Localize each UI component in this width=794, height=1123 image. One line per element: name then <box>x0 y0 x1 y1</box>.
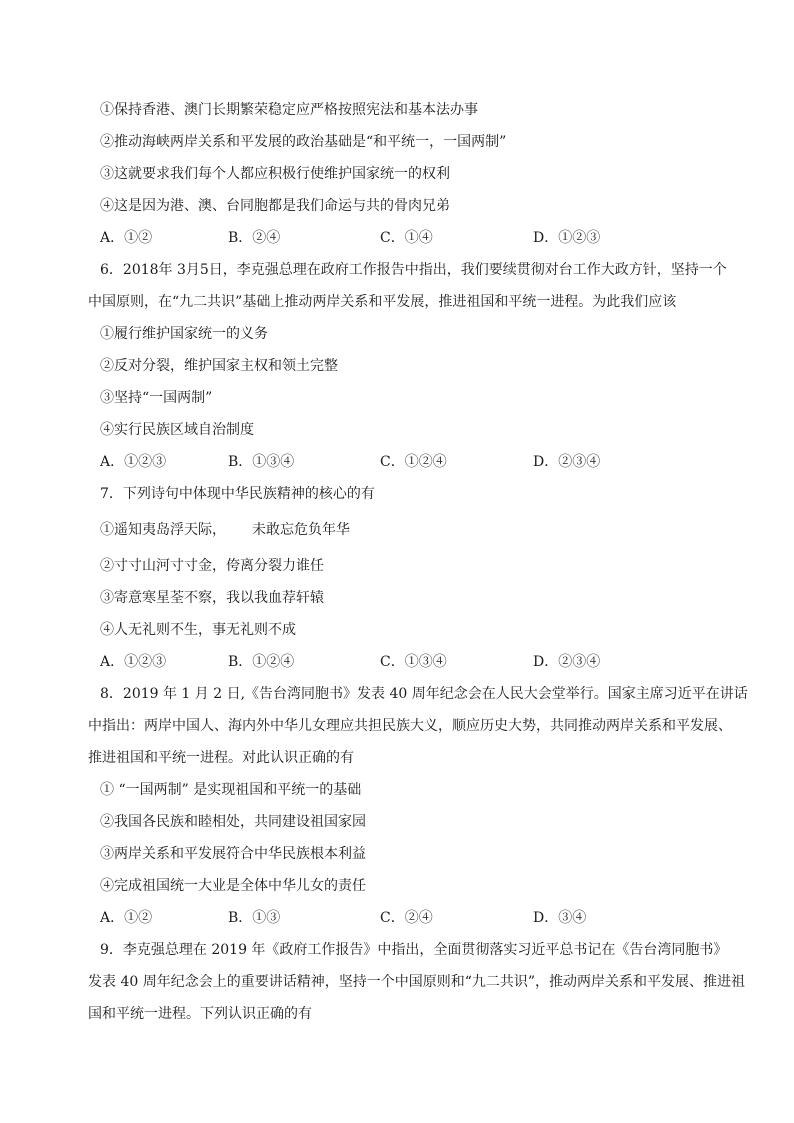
q7-option-4: ④人无礼则不生，事无礼则不成 <box>100 622 296 638</box>
q7-option-1-first-half: ①遥知夷岛浮天际， <box>100 522 226 538</box>
q6-stem-line-1: 6．2018年 3月5日，李克强总理在政府工作报告中指出，我们要续贯彻对台工作大政方针，坚持一个 <box>100 262 727 278</box>
q6-choice-c[interactable]: C．①②④ <box>380 454 447 470</box>
q5-option-3: ③这就要求我们每个人都应积极行使维护国家统一的权利 <box>100 166 450 182</box>
q6-option-2: ②反对分裂，维护国家主权和领土完整 <box>100 358 338 374</box>
q8-option-3: ③两岸关系和平发展符合中华民族根本利益 <box>100 846 366 862</box>
q5-choice-b[interactable]: B．②④ <box>228 230 281 246</box>
q6-option-1: ①履行维护国家统一的义务 <box>100 326 268 342</box>
q8-option-2: ②我国各民族和睦相处，共同建设祖国家园 <box>100 814 366 830</box>
q6-choice-a[interactable]: A．①②③ <box>100 454 167 470</box>
q5-option-1: ①保持香港、澳门长期繁荣稳定应严格按照宪法和基本法办事 <box>100 102 478 118</box>
q5-choices <box>100 228 720 248</box>
q9-stem-line-1: 9．李克强总理在 2019 年《政府工作报告》中指出，全面贯彻落实习近平总书记在《告台湾同胞书》 <box>100 942 728 958</box>
q8-choice-b[interactable]: B．①③ <box>228 910 281 926</box>
q8-choice-c[interactable]: C．②④ <box>380 910 433 926</box>
q5-option-2: ②推动海峡两岸关系和平发展的政治基础是“和平统一，一国两制” <box>100 134 507 150</box>
q6-option-4: ④实行民族区域自治制度 <box>100 422 254 438</box>
q8-choices <box>100 908 720 928</box>
q7-choice-a[interactable]: A．①②③ <box>100 654 167 670</box>
q7-option-2: ②寸寸山河寸寸金，侉离分裂力谁任 <box>100 558 324 574</box>
q7-option-3: ③寄意寒星荃不察，我以我血荐轩辕 <box>100 590 324 606</box>
q7-choices <box>100 652 720 672</box>
q7-choice-d[interactable]: D．②③④ <box>533 654 601 670</box>
q9-stem-line-2: 发表 40 周年纪念会上的重要讲话精神，坚持一个中国原则和“九二共识”，推动两岸关系和平发展、推进祖 <box>88 974 746 990</box>
q5-choice-a[interactable]: A．①② <box>100 230 153 246</box>
q6-stem-line-2: 中国原则，在“九二共识”基础上推动两岸关系和平发展，推进祖国和平统一进程。为此我们应该 <box>88 294 677 310</box>
q8-choice-a[interactable]: A．①② <box>100 910 153 926</box>
q7-choice-b[interactable]: B．①②④ <box>228 654 295 670</box>
q7-option-1-second-half: 未敢忘危负年华 <box>252 522 350 538</box>
q8-option-1: ① “一国两制” 是实现祖国和平统一的基础 <box>100 782 362 798</box>
q7-choice-c[interactable]: C．①③④ <box>380 654 447 670</box>
q8-stem-line-1: 8．2019 年 1 月 2 日,《告台湾同胞书》发表 40 周年纪念会在人民大会堂举行。国家主席习近平在讲话 <box>100 686 748 702</box>
q7-option-1 <box>100 520 350 540</box>
q9-stem-line-3: 国和平统一进程。下列认识正确的有 <box>88 1006 312 1022</box>
q7-stem-line-1: 7．下列诗句中体现中华民族精神的核心的有 <box>100 486 375 502</box>
q6-choices <box>100 452 720 472</box>
q8-stem-line-2: 中指出：两岸中国人、海内外中华儿女理应共担民族大义，顺应历史大势，共同推动两岸关系和平发展、 <box>88 718 732 734</box>
q6-choice-b[interactable]: B．①③④ <box>228 454 295 470</box>
q5-choice-d[interactable]: D．①②③ <box>533 230 601 246</box>
q5-choice-c[interactable]: C．①④ <box>380 230 433 246</box>
q6-choice-d[interactable]: D．②③④ <box>533 454 601 470</box>
q5-option-4: ④这是因为港、澳、台同胞都是我们命运与共的骨肉兄弟 <box>100 198 450 214</box>
q8-option-4: ④完成祖国统一大业是全体中华儿女的责任 <box>100 878 366 894</box>
q6-option-3: ③坚持“一国两制” <box>100 390 213 406</box>
q8-stem-line-3: 推进祖国和平统一进程。对此认识正确的有 <box>88 750 354 766</box>
q8-choice-d[interactable]: D．③④ <box>533 910 587 926</box>
